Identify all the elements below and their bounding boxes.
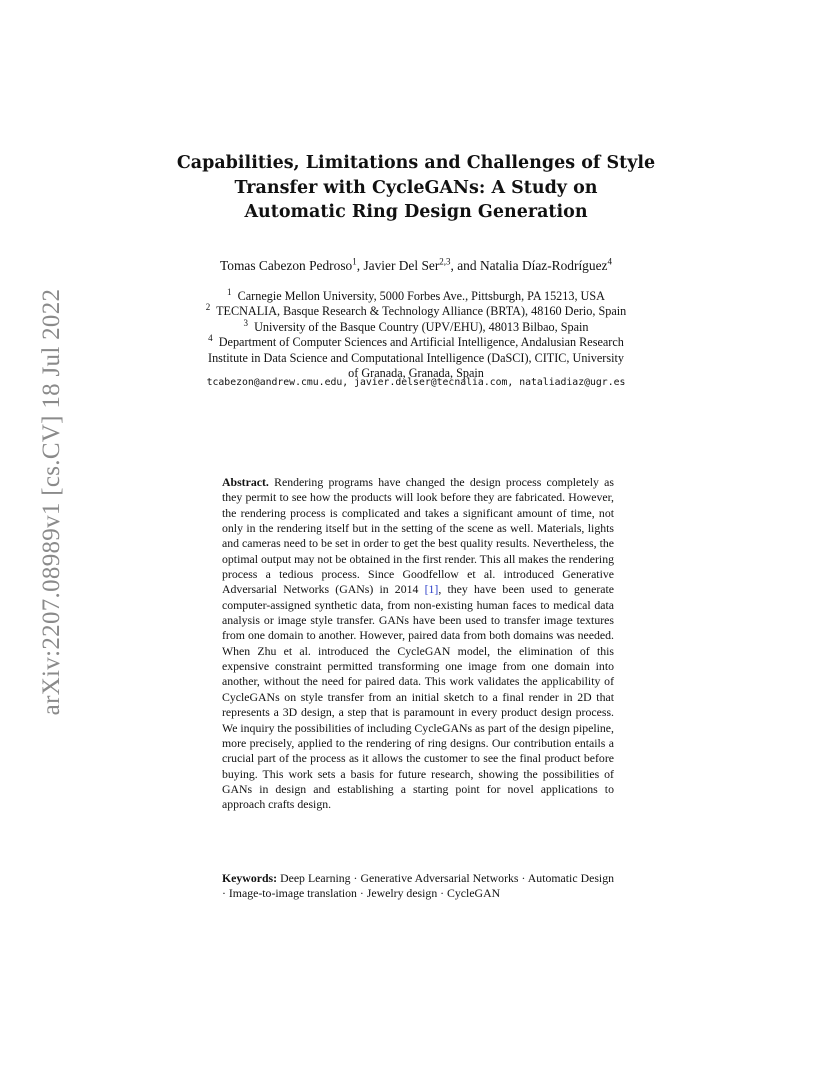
author-affiliation-mark: 1 [352,256,357,267]
title-line: Capabilities, Limitations and Challenges of Style [176,153,656,173]
affiliation-number: 1 [227,286,232,297]
affiliation-text: Department of Computer Sciences and Artificial Intelligence, Andalusian Research [218,335,624,350]
author-affiliation-mark: 4 [607,256,612,267]
author-affiliation-mark: 2,3 [439,256,451,267]
affiliation-4-continued: Institute in Data Science and Computational Intelligence (DaSCI), CITIC, University [208,350,624,365]
affiliation-text: TECNALIA, Basque Research & Technology Alliance (BRTA), 48160 Derio, Spain [216,304,627,319]
affiliation-4-continued: of Granada, Granada, Spain [348,366,484,381]
author-separator: , [356,258,364,273]
affiliation-2 [150,304,682,319]
citation-link[interactable]: [1] [424,582,439,597]
author-name: Javier Del Ser [363,258,440,273]
title-line: Automatic Ring Design Generation [244,202,588,222]
affiliation-list [150,286,682,381]
abstract-text: Rendering programs have changed the design process completely as they permit to see how the products will look before they are fabricated. However, the rendering process is complicated and takes a significant amount of time, not only in the rendering itself but in the setting of the scene as well. Materials, lights and cameras need to be set in order to get the best quality results. Nevertheless, the optimal output may not be obtained in the first render. This all makes the rendering process a tedious process. Since Goodfellow et al. introduced Generative Adversarial Networks (GANs) in 2014 [222,475,614,597]
affiliation-1 [150,286,682,304]
affiliation-number: 2 [205,302,211,313]
affiliation-4 [150,335,682,350]
keywords-paragraph [222,871,614,902]
author-name: Tomas Cabezon Pedroso [220,258,353,273]
author-separator: , and [450,258,480,273]
author-list [150,258,682,274]
keywords-label: Keywords: [222,871,278,885]
arxiv-identifier-stamp: arXiv:2207.08989v1 [cs.CV] 18 Jul 2022 [38,288,65,716]
abstract-label: Abstract. [222,475,269,489]
abstract-paragraph [222,475,614,813]
affiliation-number: 3 [243,317,248,328]
affiliation-text: Carnegie Mellon University, 5000 Forbes Ave., Pittsburgh, PA 15213, USA [237,289,605,303]
affiliation-number: 4 [208,333,213,344]
title-line: Transfer with CycleGANs: A Study on [234,177,598,198]
abstract-text: , they have been used to generate computer-assigned synthetic data, from non-existing human faces to medical data analysis or image style transfer. GANs have been used to transfer image textures from one domain to another. However, paired data from both domains was needed. When Zhu et al. introduced the CycleGAN model, the elimination of this expensive constraint permitted transforming one image from one domain into another, without the need for paired data. This work validates the applicability of CycleGANs on style transfer from an initial sketch to a final render in 2D that represents a 3D design, a step that is paramount in every product design process. We inquiry the possibilities of including CycleGANs as part of the design pipeline, more precisely, applied to the rendering of ring designs. Our contribution entails a crucial part of the process as it allows the customer to see the final product before buying. This work sets a basis for future research, showing the possibilities of GANs in design and establishing a starting point for novel applications to approach crafts design. [222,582,614,812]
affiliation-text: University of the Basque Country (UPV/EHU), 48013 Bilbao, Spain [254,319,589,334]
author-name: Natalia Díaz-Rodríguez [479,258,608,273]
affiliation-3 [150,317,682,335]
paper-title [170,151,662,225]
author-emails: tcabezon@andrew.cmu.edu, javier.delser@tecnalia.com, nataliadiaz@ugr.es [206,377,626,388]
keywords-text: Deep Learning · Generative Adversarial Networks · Automatic Design · Image-to-image translation · Jewelry design · CycleGAN [222,871,614,901]
